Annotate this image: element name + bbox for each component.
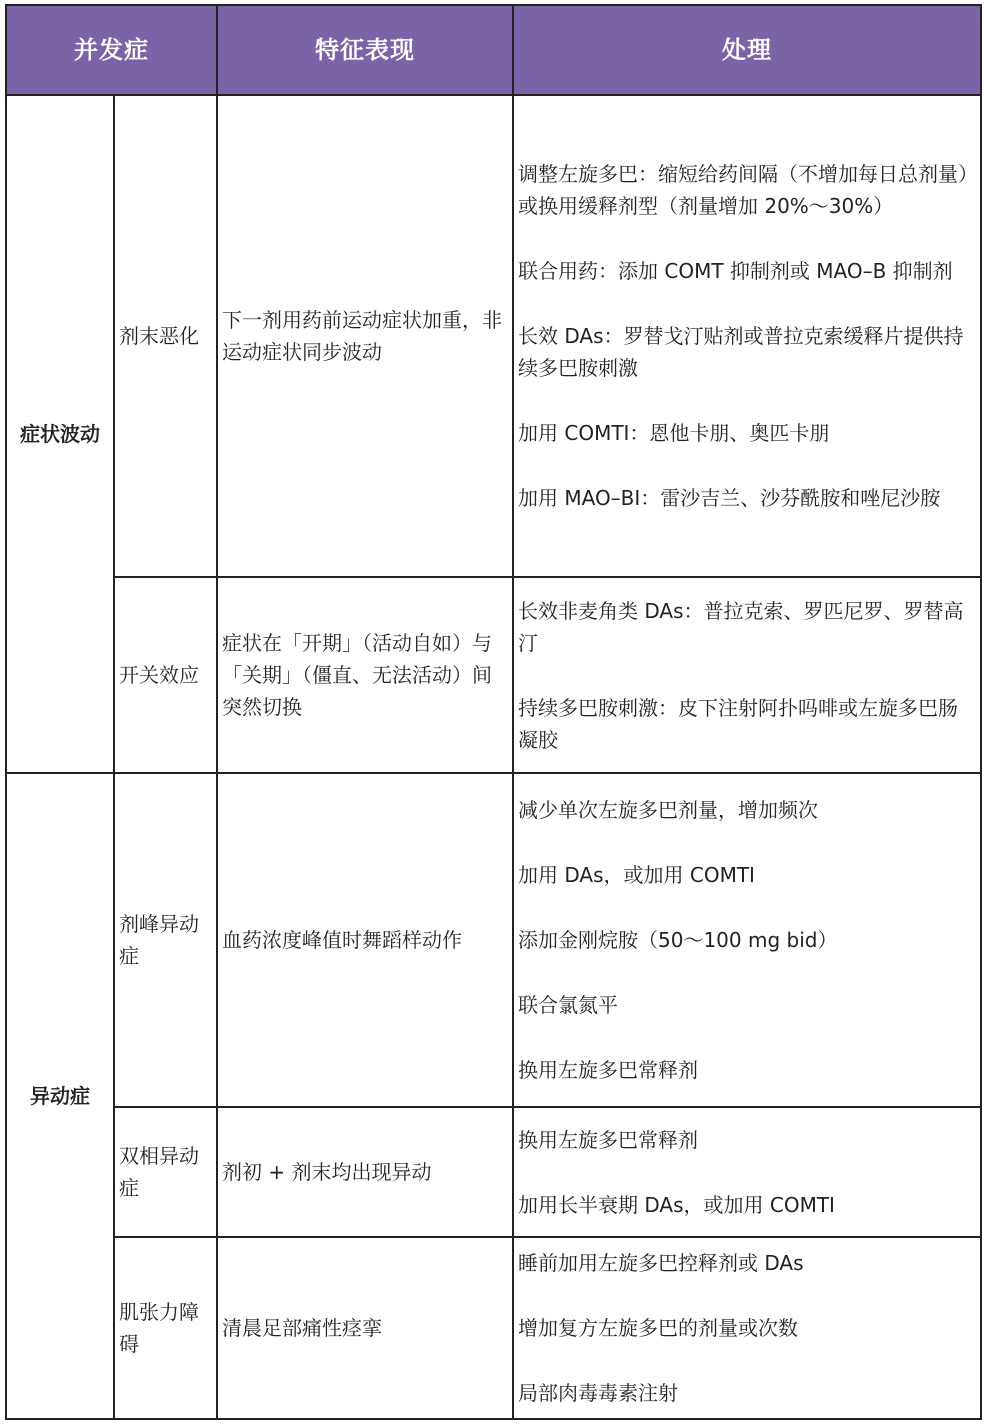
header-feature: 特征表现 xyxy=(217,5,513,95)
header-treatment: 处理 xyxy=(513,5,981,95)
treatment-item: 加用 MAO–BI：雷沙吉兰、沙芬酰胺和唑尼沙胺 xyxy=(518,486,941,510)
subtype-cell: 剂末恶化 xyxy=(114,95,217,577)
treatment-item: 长效非麦角类 DAs：普拉克索、罗匹尼罗、罗替高汀 xyxy=(518,598,964,655)
treatment-item: 减少单次左旋多巴剂量，增加频次 xyxy=(518,798,818,822)
treatment-cell xyxy=(513,1237,981,1419)
header-complication: 并发症 xyxy=(6,5,217,95)
treatment-item: 持续多巴胺刺激：皮下注射阿扑吗啡或左旋多巴肠凝胶 xyxy=(518,695,958,752)
treatment-item: 加用 COMTI：恩他卡朋、奥匹卡朋 xyxy=(518,421,830,445)
treatment-item: 增加复方左旋多巴的剂量或次数 xyxy=(518,1316,798,1340)
feature-cell: 症状在「开期」（活动自如）与「关期」（僵直、无法活动）间突然切换 xyxy=(217,577,513,773)
table-row xyxy=(6,1237,981,1419)
treatment-item: 加用 DAs，或加用 COMTI xyxy=(518,863,755,887)
treatment-item: 加用长半衰期 DAs，或加用 COMTI xyxy=(518,1192,835,1217)
treatment-cell xyxy=(513,577,981,773)
subtype-cell: 剂峰异动症 xyxy=(114,773,217,1107)
treatment-item: 调整左旋多巴：缩短给药间隔（不增加每日总剂量）或换用缓释剂型（剂量增加 20%～30%） xyxy=(518,162,968,218)
feature-cell: 下一剂用药前运动症状加重，非运动症状同步波动 xyxy=(217,95,513,577)
feature-cell: 清晨足部痛性痉挛 xyxy=(217,1237,513,1419)
treatment-item: 换用左旋多巴常释剂 xyxy=(518,1058,698,1082)
subtype-cell: 开关效应 xyxy=(114,577,217,773)
treatment-item: 联合氯氮平 xyxy=(518,993,618,1017)
treatment-cell xyxy=(513,773,981,1107)
category-cell: 异动症 xyxy=(6,773,114,1419)
category-cell: 症状波动 xyxy=(6,95,114,773)
treatment-item: 换用左旋多巴常释剂 xyxy=(518,1127,698,1152)
table-row xyxy=(6,95,981,577)
table-row xyxy=(6,577,981,773)
treatment-cell xyxy=(513,95,981,577)
treatment-item: 添加金刚烷胺（50～100 mg bid） xyxy=(518,928,838,952)
subtype-cell: 双相异动症 xyxy=(114,1107,217,1237)
complication-table xyxy=(5,4,982,1420)
treatment-cell xyxy=(513,1107,981,1237)
treatment-item: 睡前加用左旋多巴控释剂或 DAs xyxy=(518,1251,804,1275)
table-row xyxy=(6,773,981,1107)
treatment-item: 长效 DAs：罗替戈汀贴剂或普拉克索缓释片提供持续多巴胺刺激 xyxy=(518,324,964,380)
table-row xyxy=(6,1107,981,1237)
feature-cell: 血药浓度峰值时舞蹈样动作 xyxy=(217,773,513,1107)
table-header-row xyxy=(6,5,981,95)
treatment-item: 联合用药：添加 COMT 抑制剂或 MAO–B 抑制剂 xyxy=(518,259,953,283)
treatment-item: 局部肉毒毒素注射 xyxy=(518,1381,678,1405)
subtype-cell: 肌张力障碍 xyxy=(114,1237,217,1419)
feature-cell: 剂初 + 剂末均出现异动 xyxy=(217,1107,513,1237)
